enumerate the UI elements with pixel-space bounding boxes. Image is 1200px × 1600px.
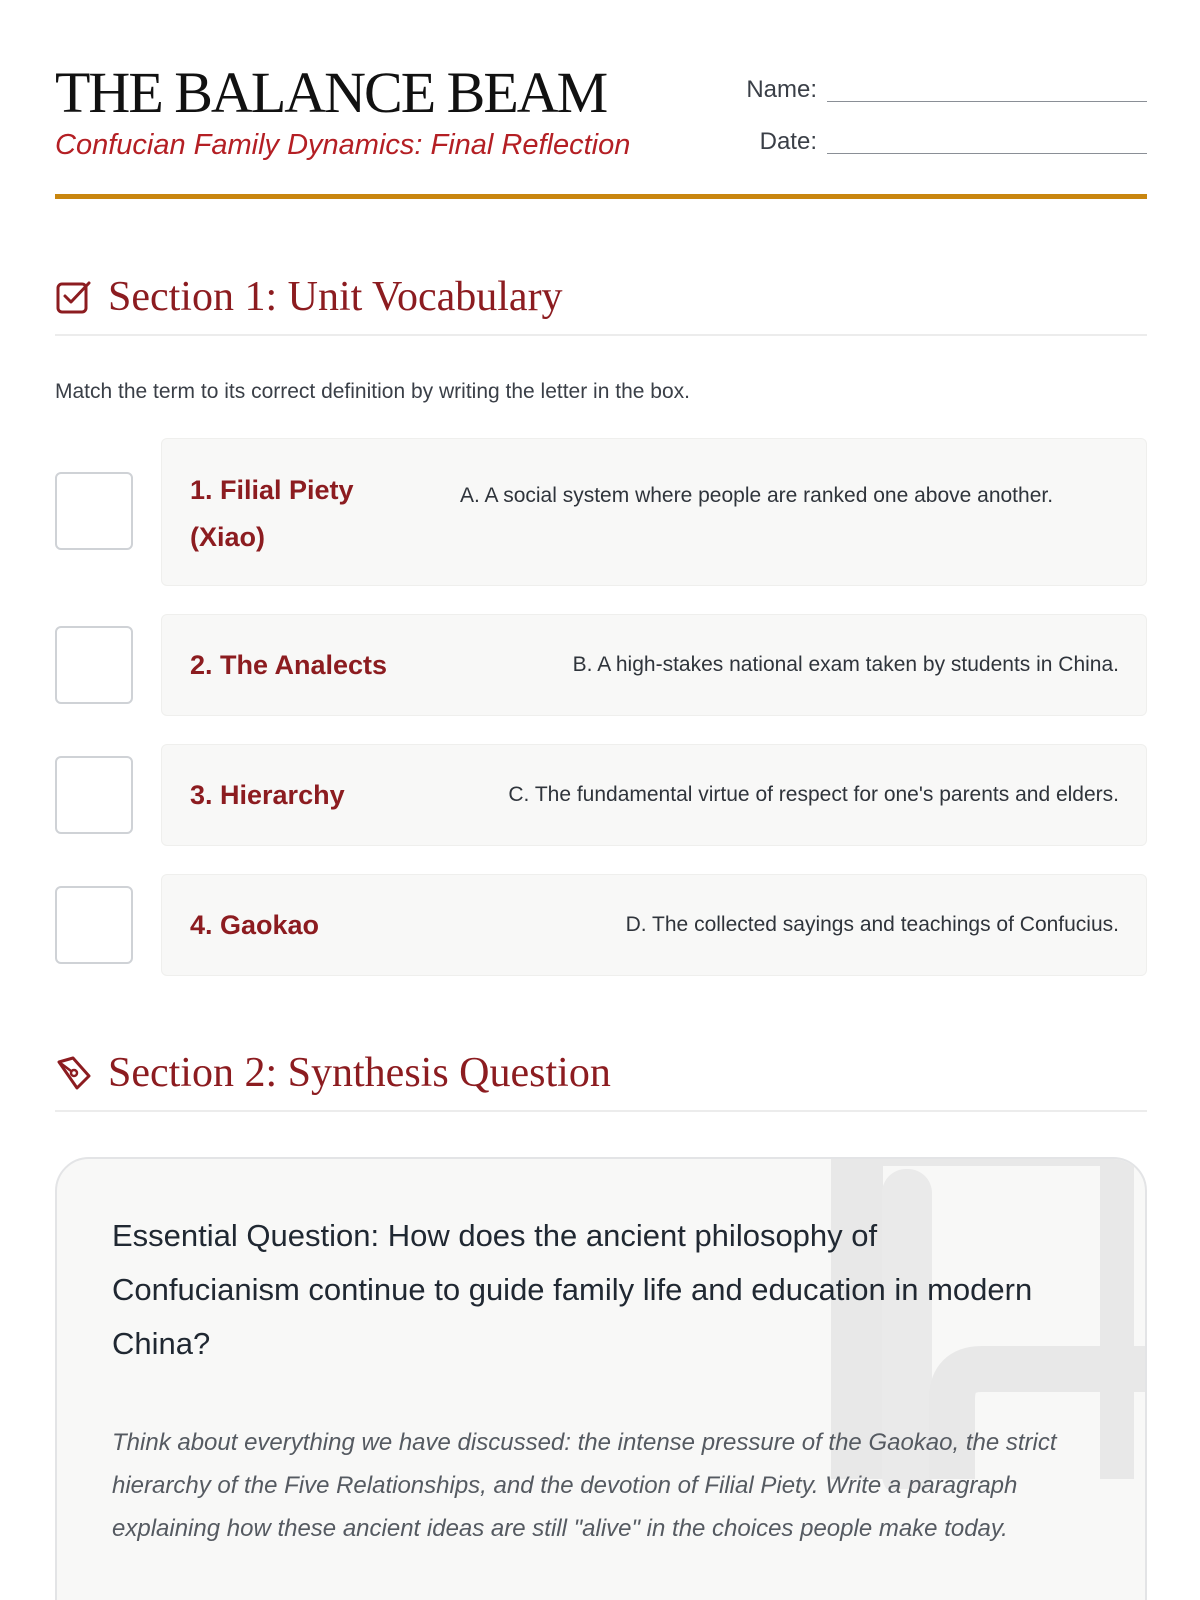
section1-instructions: Match the term to its correct definition by writing the letter in the box.: [55, 380, 690, 403]
section1-heading-bar: [55, 272, 1147, 336]
vocab-card: [161, 744, 1147, 846]
vocab-row: [55, 874, 1147, 976]
date-field: [55, 128, 1147, 162]
vocab-card: [161, 874, 1147, 976]
vocab-definition: B. A high-stakes national exam taken by students in China.: [572, 653, 1119, 676]
vocab-definition: A. A social system where people are ranked one above another.: [460, 484, 1054, 507]
worksheet-title: THE BALANCE BEAM: [55, 60, 607, 125]
section2-heading-bar: [55, 1048, 1147, 1112]
worksheet-subtitle: Confucian Family Dynamics: Final Reflection: [55, 129, 631, 161]
name-input-line[interactable]: [827, 76, 1147, 102]
vocab-term: 3. Hierarchy: [190, 780, 345, 810]
vocab-term: 4. Gaokao: [190, 910, 320, 940]
vocab-definition: D. The collected sayings and teachings of Confucius.: [625, 913, 1119, 936]
checkbox-checked-icon: [55, 278, 93, 316]
reflection-prompt: Think about everything we have discussed: the intense pressure of the Gaokao, the strict hierarchy of the Five Relationships, and the devotion of Filial Piety. Write a paragraph explaining how these ancient ideas are still "alive" in the choices people make today.: [112, 1429, 1057, 1542]
name-field: [55, 76, 1147, 110]
section2-heading: Section 2: Synthesis Question: [108, 1050, 611, 1096]
vocab-term: 2. The Analects: [190, 650, 388, 680]
vocab-definition: C. The fundamental virtue of respect for one's parents and elders.: [508, 783, 1119, 806]
answer-box-2[interactable]: [55, 626, 133, 704]
section1-heading: Section 1: Unit Vocabulary: [108, 274, 563, 320]
date-input-line[interactable]: [827, 128, 1147, 154]
vocab-card: [161, 438, 1147, 586]
synthesis-card: [55, 1157, 1147, 1600]
vocab-row: [55, 744, 1147, 846]
worksheet-header: [55, 60, 1147, 200]
vocab-row: [55, 438, 1147, 586]
header-divider: [55, 194, 1147, 199]
answer-box-3[interactable]: [55, 756, 133, 834]
answer-box-4[interactable]: [55, 886, 133, 964]
pen-nib-icon: [55, 1054, 93, 1092]
vocab-card: [161, 614, 1147, 716]
answer-box-1[interactable]: [55, 472, 133, 550]
date-label: Date:: [759, 128, 817, 155]
vocab-row: [55, 614, 1147, 716]
essential-question: Essential Question: How does the ancient philosophy of Confucianism continue to guide family life and education in modern China?: [112, 1218, 1033, 1361]
vocab-term: 1. Filial Piety (Xiao): [190, 475, 354, 552]
name-label: Name:: [746, 76, 817, 103]
